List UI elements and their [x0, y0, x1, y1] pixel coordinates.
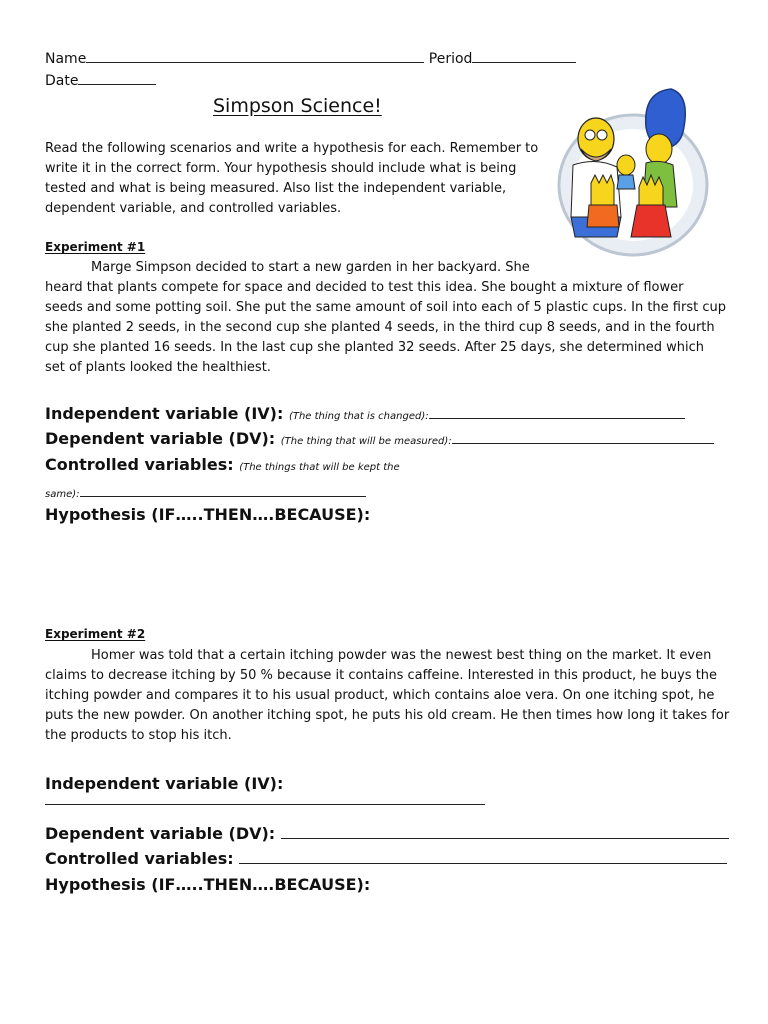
paragraph-line: set of plants looked the healthiest.: [45, 360, 271, 375]
exp2-hypothesis-label: Hypothesis (IF…..THEN….BECAUSE):: [45, 875, 371, 894]
exp1-hypothesis-label: Hypothesis (IF…..THEN….BECAUSE):: [45, 505, 371, 524]
iv-hint: (The thing that is changed):: [288, 411, 429, 422]
experiment-2-heading: Experiment #2: [45, 627, 146, 641]
intro-line: write it in the correct form. Your hypothesis should include what is being: [45, 161, 517, 176]
exp1-dv-answer[interactable]: [452, 431, 714, 444]
intro-paragraph: [45, 139, 538, 219]
name-line: [45, 50, 576, 67]
cv-hint-continued: same):: [45, 489, 80, 500]
iv-label: Independent variable (IV):: [45, 404, 284, 423]
exp1-cv-continuation: [45, 482, 366, 501]
exp1-dv-question: [45, 429, 714, 448]
experiment-1-heading: Experiment #1: [45, 240, 146, 254]
paragraph-line: heard that plants compete for space and decided to test this idea. She bought a mixture of flower: [45, 280, 684, 295]
paragraph-line: itching powder and compares it to his usual product, which contains aloe vera. On one itching spot, he: [45, 688, 715, 703]
page-title: Simpson Science!: [213, 95, 382, 117]
cv-label: Controlled variables:: [45, 455, 234, 474]
exp2-cv-answer[interactable]: [239, 851, 727, 864]
paragraph-line: seeds and some potting soil. She put the same amount of soil into each of 5 plastic cups. In the first cup: [45, 300, 726, 315]
exp2-cv-question: [45, 849, 727, 868]
exp1-cv-answer[interactable]: [80, 484, 366, 497]
dv-label: Dependent variable (DV):: [45, 429, 276, 448]
paragraph-line: Homer was told that a certain itching powder was the newest best thing on the market. It even: [91, 648, 712, 663]
simpsons-family-illustration: [551, 87, 711, 259]
paragraph-line: the products to stop his itch.: [45, 728, 232, 743]
period-blank[interactable]: [472, 50, 576, 63]
cv-hint: (The things that will be kept the: [239, 462, 400, 473]
exp1-cv-question: [45, 455, 400, 474]
exp1-iv-answer[interactable]: [429, 406, 685, 419]
experiment-2-paragraph: [45, 646, 729, 746]
intro-line: Read the following scenarios and write a hypothesis for each. Remember to: [45, 141, 539, 156]
date-label: Date: [45, 73, 79, 89]
exp2-iv-answer[interactable]: [45, 804, 485, 805]
exp1-iv-question: [45, 404, 685, 423]
intro-line: dependent variable, and controlled variables.: [45, 201, 342, 216]
exp2-iv-question: Independent variable (IV):: [45, 774, 284, 793]
paragraph-line: cup she planted 16 seeds. In the last cup she planted 32 seeds. After 25 days, she determined which: [45, 340, 704, 355]
name-label: Name: [45, 51, 87, 67]
date-blank[interactable]: [78, 72, 156, 85]
exp2-dv-answer[interactable]: [281, 826, 729, 839]
paragraph-line: puts the new powder. On another itching spot, he puts his old cream. He then times how long it takes for: [45, 708, 730, 723]
dv-label: Dependent variable (DV):: [45, 824, 276, 843]
cv-label: Controlled variables:: [45, 849, 234, 868]
exp2-dv-question: [45, 824, 729, 843]
experiment-1-paragraph: [45, 258, 726, 378]
intro-line: tested and what is being measured. Also list the independent variable,: [45, 181, 507, 196]
paragraph-line: claims to decrease itching by 50 % because it contains caffeine. Interested in this product, he buys the: [45, 668, 718, 683]
name-blank[interactable]: [86, 50, 424, 63]
paragraph-line: she planted 2 seeds, in the second cup she planted 4 seeds, in the third cup 8 seeds, and in the fourth: [45, 320, 715, 335]
date-line: [45, 72, 156, 89]
period-label: Period: [428, 51, 473, 67]
dv-hint: (The thing that will be measured):: [280, 436, 452, 447]
paragraph-line: Marge Simpson decided to start a new garden in her backyard. She: [91, 260, 530, 275]
